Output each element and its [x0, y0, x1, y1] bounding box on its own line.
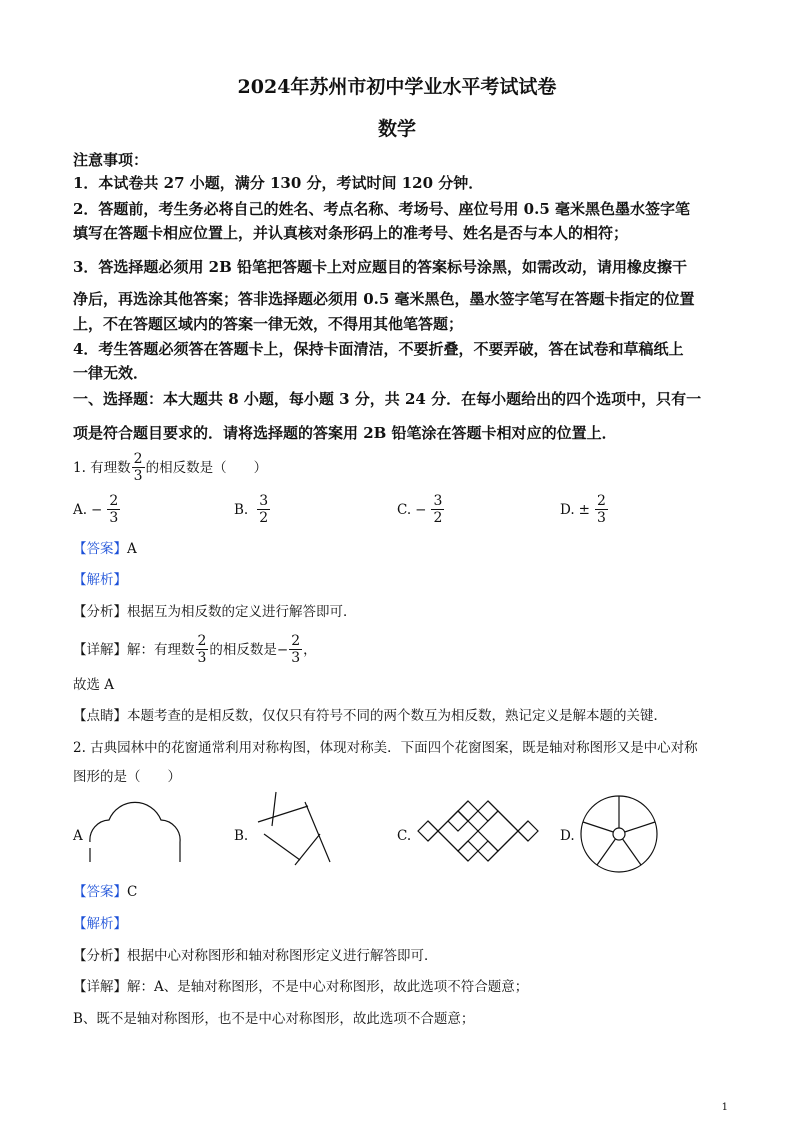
frac-den: 3 — [197, 650, 207, 666]
figure-b-line-1 — [272, 792, 276, 826]
question-1 — [73, 452, 723, 483]
figure-a-outline — [90, 802, 180, 862]
q2-label-d: D. — [560, 828, 575, 844]
figure-d-spoke-5 — [583, 822, 613, 832]
note-4-line-1: 4．考生答题必须答在答题卡上，保持卡面清洁，不要折叠，不要弄破，答在试卷和草稿纸上 — [73, 340, 684, 358]
fenxi-text: 根据互为相反数的定义进行解答即可． — [127, 604, 357, 620]
option-fraction — [107, 494, 120, 525]
answer-tag: 【答案】 — [73, 541, 127, 557]
q2-label-b: B. — [234, 828, 249, 844]
figure-c-rhombus-8 — [458, 841, 478, 861]
fenxi-tag: 【分析】 — [73, 948, 127, 964]
q1-dianjing — [73, 706, 723, 726]
frac-num: 2 — [596, 493, 606, 509]
section1-line-2: 项是符合题目要求的．请将选择题的答案用 2B 铅笔涂在答题卡相对应的位置上． — [73, 424, 617, 442]
figure-d-spoke-4 — [597, 839, 616, 865]
frac-num: 2 — [109, 493, 119, 509]
frac-den: 3 — [109, 510, 119, 526]
q2-answer — [73, 882, 723, 902]
q1-frac-den: 3 — [133, 468, 143, 484]
fenxi-tag: 【分析】 — [73, 604, 127, 620]
fenxi-text: 根据中心对称图形和轴对称图形定义进行解答即可． — [127, 948, 438, 964]
page-number: 1 — [721, 1102, 728, 1113]
figure-c-rhombus-7 — [478, 801, 498, 821]
option-fraction — [431, 494, 444, 525]
q1-fraction — [132, 452, 145, 483]
q2-label-c: C. — [397, 828, 412, 844]
q1-option-d — [560, 494, 609, 525]
q1-choose: 故选 A — [73, 677, 115, 693]
option-label: C. — [397, 501, 412, 518]
option-sign: − — [415, 501, 427, 518]
note-2-line-1: 2．答题前，考生务必将自己的姓名、考点名称、考场号、座位号用 0.5 毫米黑色墨水签字笔 — [73, 200, 690, 218]
answer-value: A — [127, 541, 137, 557]
figure-c-rhombus-3 — [418, 821, 438, 841]
figure-b-pentagon-window — [250, 790, 340, 870]
answer-tag: 【答案】 — [73, 884, 127, 900]
jiexi-tag: 【解析】 — [73, 572, 127, 588]
figure-a-cloud-window — [85, 800, 185, 870]
xiangjie-fraction-1 — [196, 634, 209, 665]
q1-fenxi — [73, 602, 723, 622]
note-1: 1．本试卷共 27 小题，满分 130 分，考试时间 120 分钟． — [73, 174, 484, 192]
xiangjie-sign: − — [276, 641, 289, 658]
exam-title: 2024年苏州市初中学业水平考试试卷 — [237, 76, 557, 98]
section1-line-1: 一、选择题：本大题共 8 小题，每小题 3 分，共 24 分．在每小题给出的四个选项中，只有一 — [73, 390, 702, 408]
q1-option-c — [397, 494, 445, 525]
option-label: D. — [560, 501, 575, 518]
note-3-line-2: 净后，再选涂其他答案；答非选择题必须用 0.5 毫米黑色，墨水签字笔写在答题卡指定的位置 — [73, 290, 695, 308]
xiangjie-text: 解：A、是轴对称图形，不是中心对称图形，故此选项不符合题意； — [127, 979, 529, 995]
frac-den: 3 — [291, 650, 301, 666]
note-3-line-1: 3．答选择题必须用 2B 铅笔把答题卡上对应题目的答案标号涂黑，如需改动，请用橡皮擦干 — [73, 258, 688, 276]
xiangjie-end: ， — [303, 641, 317, 658]
figure-c-line-4 — [488, 821, 528, 861]
q1-prefix: 1. 有理数 — [73, 459, 131, 476]
q2-line-1: 2. 古典园林中的花窗通常利用对称构图，体现对称美．下面四个花窗图案，既是轴对称图形又是中心对称 — [73, 740, 698, 756]
q1-jiexi — [73, 570, 723, 590]
figure-c-rhombus-4 — [518, 821, 538, 841]
option-label: B. — [234, 501, 249, 518]
q1-option-b — [234, 494, 271, 525]
frac-num: 2 — [197, 633, 207, 649]
frac-num: 3 — [259, 493, 269, 509]
q1-answer — [73, 539, 723, 559]
xiangjie-mid: 的相反数是 — [209, 641, 277, 658]
figure-d-plum-window — [578, 793, 660, 875]
figure-c-rhombus-9 — [478, 841, 498, 861]
option-sign: ± — [578, 501, 590, 518]
figure-b-line-2 — [258, 806, 308, 822]
frac-num: 3 — [433, 493, 443, 509]
xiangjie-prefix: 解：有理数 — [127, 641, 195, 658]
q1-xiangjie — [73, 634, 723, 665]
note-3-line-3: 上，不在答题区域内的答案一律无效，不得用其他笔答题； — [73, 315, 464, 333]
q1-frac-num: 2 — [133, 451, 143, 467]
note-4-line-2: 一律无效． — [73, 364, 149, 382]
option-fraction — [595, 494, 608, 525]
q2-b-line: B、既不是轴对称图形，也不是中心对称图形，故此选项不合题意； — [73, 1011, 475, 1027]
figure-d-spoke-3 — [623, 839, 642, 865]
subject-title: 数学 — [377, 118, 416, 140]
figure-c-lattice-window — [418, 798, 538, 864]
figure-b-line-5 — [264, 834, 300, 860]
figure-d-spoke-2 — [625, 822, 655, 832]
frac-den: 3 — [596, 510, 606, 526]
xiangjie-fraction-2 — [289, 634, 302, 665]
q2-xiangjie — [73, 977, 723, 997]
frac-den: 2 — [259, 510, 269, 526]
q2-label-a: A — [73, 828, 83, 844]
xiangjie-tag: 【详解】 — [73, 641, 127, 658]
figure-b-line-4 — [295, 834, 320, 865]
q2-fenxi — [73, 946, 723, 966]
figure-c-line-2 — [428, 801, 468, 841]
figure-d-center-circle — [613, 828, 625, 840]
frac-den: 2 — [433, 510, 443, 526]
q1-suffix: 的相反数是（ ） — [145, 459, 268, 476]
q2-line-2: 图形的是（ ） — [73, 769, 181, 785]
xiangjie-tag: 【详解】 — [73, 979, 127, 995]
figure-c-rhombus-5 — [448, 811, 468, 831]
notes-heading: 注意事项： — [73, 151, 149, 169]
figure-b-line-3 — [305, 802, 330, 862]
figure-c-rhombus-6 — [458, 801, 478, 821]
answer-value: C — [127, 884, 138, 900]
jiexi-tag: 【解析】 — [73, 916, 127, 932]
option-label: A. — [73, 501, 88, 518]
frac-num: 2 — [291, 633, 301, 649]
q1-option-a — [73, 494, 121, 525]
option-fraction — [257, 494, 270, 525]
dianjing-text: 本题考查的是相反数，仅仅只有符号不同的两个数互为相反数，熟记定义是解本题的关键． — [127, 708, 667, 724]
q2-jiexi — [73, 914, 723, 934]
dianjing-tag: 【点睛】 — [73, 708, 127, 724]
figure-c-line-3 — [488, 801, 528, 841]
note-2-line-2: 填写在答题卡相应位置上，并认真核对条形码上的准考号、姓名是否与本人的相符； — [73, 224, 629, 242]
option-sign: − — [91, 501, 103, 518]
